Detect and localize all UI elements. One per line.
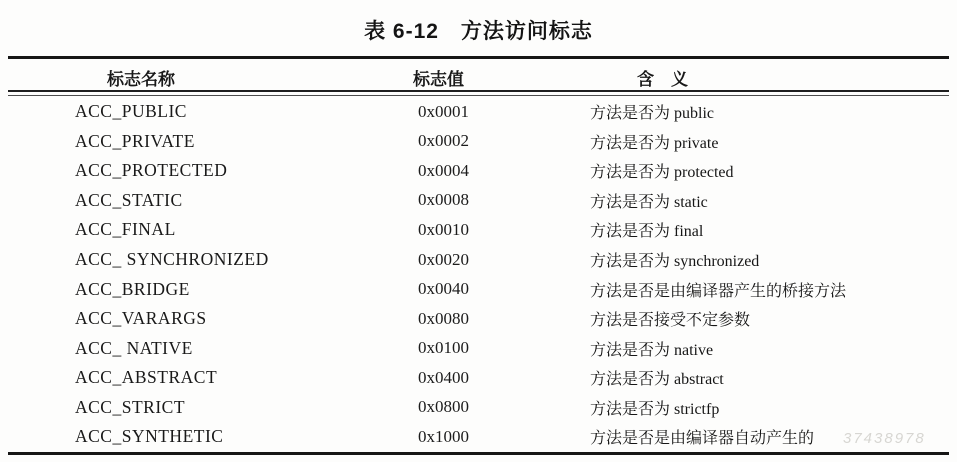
table-row bbox=[8, 333, 949, 363]
meaning-cell: 方法是否为 strictfp bbox=[590, 400, 720, 418]
table-row bbox=[8, 215, 949, 245]
meaning-cell: 方法是否为 protected bbox=[590, 164, 734, 182]
meaning-cell: 方法是否是由编译器自动产生的 bbox=[590, 430, 815, 448]
flag-value-cell: 0x0004 bbox=[418, 160, 469, 180]
flag-name-cell: ACC_BRIDGE bbox=[75, 278, 190, 299]
flag-name-cell: ACC_PRIVATE bbox=[75, 130, 195, 151]
table-row bbox=[8, 97, 949, 127]
meaning-cell: 方法是否为 native bbox=[590, 341, 714, 359]
flag-name-cell: ACC_ SYNCHRONIZED bbox=[75, 249, 269, 269]
table-bottom-rule bbox=[8, 452, 949, 455]
meaning-cell: 方法是否为 public bbox=[590, 105, 714, 123]
flag-value-cell: 0x0002 bbox=[418, 131, 469, 151]
flag-value-cell: 0x0008 bbox=[418, 190, 469, 210]
table-row bbox=[8, 392, 949, 422]
table-header-row bbox=[8, 59, 949, 90]
table-row bbox=[8, 186, 949, 216]
flag-value-cell: 0x0010 bbox=[418, 219, 469, 239]
flag-value-cell: 0x0100 bbox=[418, 338, 469, 358]
header-flag-name: 标志名称 bbox=[107, 70, 175, 89]
flag-name-cell: ACC_SYNTHETIC bbox=[75, 426, 224, 447]
flag-value-cell: 0x0040 bbox=[418, 279, 469, 299]
header-separator-rule bbox=[8, 90, 949, 96]
meaning-cell: 方法是否接受不定参数 bbox=[590, 312, 751, 330]
access-flags-table bbox=[8, 56, 949, 455]
meaning-cell: 方法是否是由编译器产生的桥接方法 bbox=[590, 282, 847, 300]
flag-value-cell: 0x0020 bbox=[418, 249, 469, 269]
meaning-cell: 方法是否为 static bbox=[590, 193, 708, 211]
table-row bbox=[8, 422, 949, 452]
table-row bbox=[8, 156, 949, 186]
scan-watermark: 37438978 bbox=[843, 430, 926, 447]
meaning-cell: 方法是否为 final bbox=[590, 223, 704, 241]
meaning-cell: 方法是否为 private bbox=[590, 134, 719, 152]
table-row bbox=[8, 127, 949, 157]
flag-name-cell: ACC_FINAL bbox=[75, 219, 176, 240]
table-row bbox=[8, 245, 949, 275]
table-row bbox=[8, 363, 949, 393]
table-body bbox=[8, 97, 949, 452]
header-meaning: 含 义 bbox=[637, 70, 688, 89]
flag-value-cell: 0x0080 bbox=[418, 308, 469, 328]
meaning-cell: 方法是否为 synchronized bbox=[590, 253, 760, 270]
table-row bbox=[8, 274, 949, 304]
header-flag-value: 标志值 bbox=[413, 70, 464, 89]
flag-value-cell: 0x0001 bbox=[418, 101, 469, 121]
table-caption: 表 6-12 方法访问标志 bbox=[364, 20, 593, 43]
flag-name-cell: ACC_STRICT bbox=[75, 396, 186, 417]
flag-name-cell: ACC_STATIC bbox=[75, 189, 183, 210]
flag-name-cell: ACC_ABSTRACT bbox=[75, 367, 218, 388]
flag-name-cell: ACC_ NATIVE bbox=[75, 337, 193, 358]
flag-name-cell: ACC_PUBLIC bbox=[75, 101, 187, 122]
flag-value-cell: 0x1000 bbox=[418, 426, 469, 446]
flag-value-cell: 0x0800 bbox=[418, 397, 469, 417]
table-row bbox=[8, 304, 949, 334]
flag-name-cell: ACC_VARARGS bbox=[75, 308, 207, 329]
flag-name-cell: ACC_PROTECTED bbox=[75, 160, 228, 181]
meaning-cell: 方法是否为 abstract bbox=[590, 371, 724, 389]
flag-value-cell: 0x0400 bbox=[418, 367, 469, 387]
